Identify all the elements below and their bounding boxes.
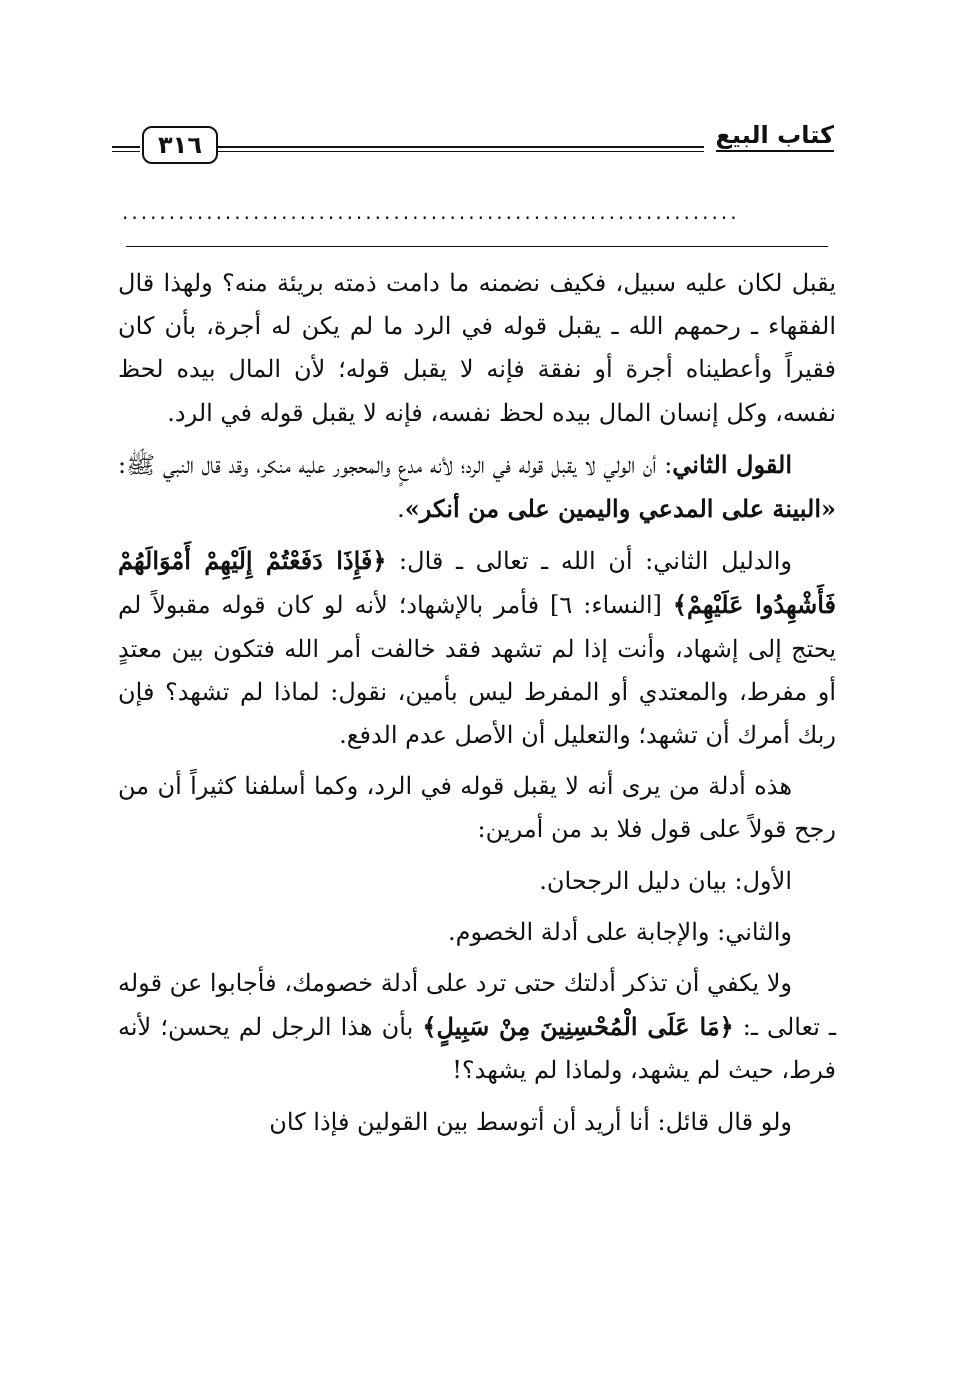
page-number: ٣١٦ <box>142 126 218 164</box>
paragraph <box>118 539 836 757</box>
separator-dots: .................................................................. <box>122 200 740 224</box>
quran-verse: ﴿فَإِذَا دَفَعْتُمْ إِلَيْهِمْ أَمْوَالَهُمْ فَأَشْهِدُوا عَلَيْهِمْ﴾ <box>118 546 836 620</box>
section-divider <box>126 246 828 247</box>
paragraph: الأول: بيان دليل الرجحان. <box>539 866 792 895</box>
header-rule <box>217 146 704 152</box>
paragraph-text: والدليل الثاني: أن الله ـ تعالى ـ قال: <box>386 547 792 576</box>
page-header <box>112 112 834 162</box>
page-body <box>118 262 836 1152</box>
paragraph-text: [النساء: ٦] فأمر بالإشهاد؛ لأنه لو كان قوله مقبولاً لم يحتج إلى إشهاد، وأنت إذا لم تشهد فقد خالفت أمر الله فتكون بين معتدٍ أو مفرط، والمعتدي أو المفرط ليس بأمين، نقول: لماذا لم تشهد؟ فإن ربك أمرك أن تشهد؛ والتعليل أن الأصل عدم الدفع. <box>118 591 837 750</box>
paragraph-text: . <box>397 495 405 524</box>
paragraph-text: : أن الولي لا يقبل قوله في الرد؛ لأنه مدعٍ والمحجور عليه منكر، وقد قال النبي ﷺ: <box>118 450 673 479</box>
second-opinion-heading: القول الثاني <box>672 449 793 479</box>
paragraph: هذه أدلة من يرى أنه لا يقبل قوله في الرد، وكما أسلفنا كثيراً أن من رجح قولاً على قول فلا بد من أمرين: <box>118 772 836 844</box>
hadith-quote: «البينة على المدعي واليمين على من أنكر» <box>404 494 836 524</box>
header-rule-short <box>112 146 140 152</box>
paragraph <box>118 962 836 1093</box>
paragraph: والثاني: والإجابة على أدلة الخصوم. <box>447 917 792 946</box>
quran-verse: ﴿مَا عَلَى الْمُحْسِنِينَ مِنْ سَبِيلٍ﴾ <box>422 1012 734 1042</box>
paragraph <box>118 443 836 531</box>
paragraph: يقبل لكان عليه سبيل، فكيف نضمنه ما دامت ذمته بريئة منه؟ ولهذا قال الفقهاء ـ رحمهم الله ـ يقبل قوله في الرد ما لم يكن له أجرة، بأن كان فقيراً وأعطيناه أجرة أو نفقة فإنه لا يقبل قوله؛ لأن المال بيده لحظ نفسه، وكل إنسان المال بيده لحظ نفسه، فإنه لا يقبل قوله في الرد. <box>118 269 836 427</box>
paragraph-text: بأن هذا الرجل لم يحسن؛ لأنه فرط، حيث لم يشهد، ولماذا لم يشهد؟! <box>118 1013 836 1085</box>
paragraph: ولو قال قائل: أنا أريد أن أتوسط بين القولين فإذا كان <box>269 1107 792 1136</box>
book-title: كتاب البيع <box>716 122 834 152</box>
paragraph-text: ولا يكفي أن تذكر أدلتك حتى ترد على أدلة خصومك، فأجابوا عن قوله ـ تعالى ـ: <box>118 969 837 1042</box>
